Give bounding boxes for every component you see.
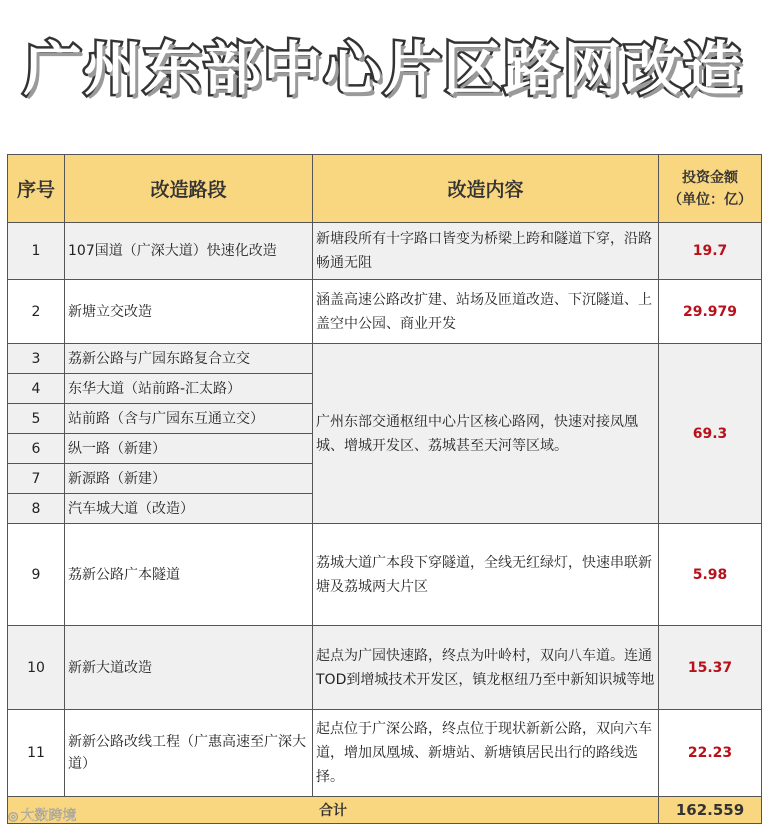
row-index: 3 — [8, 344, 65, 374]
total-amount: 162.559 — [659, 797, 762, 824]
road-investment-table — [7, 154, 762, 824]
header-index: 序号 — [8, 155, 65, 223]
row-amount: 22.23 — [659, 710, 762, 797]
table-row — [8, 524, 762, 626]
row-amount: 19.7 — [659, 223, 762, 280]
row-index: 6 — [8, 434, 65, 464]
header-amount-line2: （单位：亿） — [668, 191, 752, 208]
page-title: 广州东部中心片区路网改造 — [23, 35, 744, 103]
row-road: 汽车城大道（改造） — [65, 494, 313, 524]
row-index: 8 — [8, 494, 65, 524]
row-index: 7 — [8, 464, 65, 494]
table-row — [8, 280, 762, 344]
logo-icon: ◎ — [8, 809, 19, 823]
row-road: 东华大道（站前路-汇太路） — [65, 374, 313, 404]
row-index: 2 — [8, 280, 65, 344]
row-amount: 29.979 — [659, 280, 762, 344]
row-content: 起点位于广深公路，终点位于现状新新公路，双向六车道，增加凤凰城、新塘站、新塘镇居民出行的路线选择。 — [313, 710, 659, 797]
row-road: 新新大道改造 — [65, 626, 313, 710]
row-road: 新源路（新建） — [65, 464, 313, 494]
total-label: 合计 — [8, 797, 659, 824]
row-road: 荔新公路与广园东路复合立交 — [65, 344, 313, 374]
row-index: 1 — [8, 223, 65, 280]
row-index: 10 — [8, 626, 65, 710]
table-row — [8, 223, 762, 280]
row-index: 5 — [8, 404, 65, 434]
table-row — [8, 626, 762, 710]
row-content: 新塘段所有十字路口皆变为桥梁上跨和隧道下穿，沿路畅通无阻 — [313, 223, 659, 280]
row-amount: 15.37 — [659, 626, 762, 710]
row-road: 107国道（广深大道）快速化改造 — [65, 223, 313, 280]
row-road: 站前路（含与广园东互通立交） — [65, 404, 313, 434]
row-amount: 5.98 — [659, 524, 762, 626]
header-content: 改造内容 — [313, 155, 659, 223]
row-index: 11 — [8, 710, 65, 797]
watermark-text: 大数跨境 — [20, 808, 77, 824]
table-header-row — [8, 155, 762, 223]
header-amount — [659, 155, 762, 223]
table-row — [8, 710, 762, 797]
table-row — [8, 344, 762, 374]
row-content: 涵盖高速公路改扩建、站场及匝道改造、下沉隧道、上盖空中公园、商业开发 — [313, 280, 659, 344]
header-amount-line1: 投资金额 — [682, 169, 738, 186]
row-road: 荔新公路广本隧道 — [65, 524, 313, 626]
row-index: 9 — [8, 524, 65, 626]
row-index: 4 — [8, 374, 65, 404]
group-content: 广州东部交通枢纽中心片区核心路网，快速对接凤凰城、增城开发区、荔城甚至天河等区域。 — [313, 344, 659, 524]
header-road: 改造路段 — [65, 155, 313, 223]
row-content: 起点为广园快速路，终点为叶岭村，双向八车道。连通TOD到增城技术开发区，镇龙枢纽乃至中新知识城等地 — [313, 626, 659, 710]
row-road: 新新公路改线工程（广惠高速至广深大道） — [65, 710, 313, 797]
group-amount: 69.3 — [659, 344, 762, 524]
total-row — [8, 797, 762, 824]
row-content: 荔城大道广本段下穿隧道，全线无红绿灯，快速串联新塘及荔城两大片区 — [313, 524, 659, 626]
watermark — [8, 805, 76, 825]
row-road: 纵一路（新建） — [65, 434, 313, 464]
row-road: 新塘立交改造 — [65, 280, 313, 344]
